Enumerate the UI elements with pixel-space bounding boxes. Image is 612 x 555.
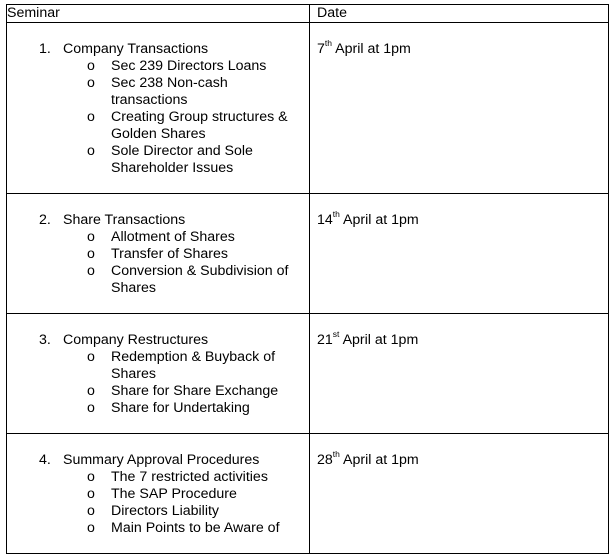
date-cell	[310, 434, 609, 554]
date-column-header: Date	[310, 5, 609, 23]
table-header-row	[7, 5, 609, 23]
bullet-icon: o	[87, 75, 95, 91]
seminar-cell	[7, 194, 310, 314]
subtopic-text: Directors Liability	[111, 503, 220, 519]
bullet-icon: o	[87, 486, 95, 502]
date-cell	[310, 194, 609, 314]
subtopic-text: Transfer of Shares	[111, 246, 228, 262]
seminar-schedule-table	[6, 4, 609, 554]
subtopic-text: Share for Undertaking	[111, 400, 250, 416]
list-item	[7, 263, 309, 297]
seminar-title-line	[7, 212, 309, 229]
seminar-date	[310, 434, 608, 469]
seminar-cell	[7, 314, 310, 434]
list-item	[7, 400, 309, 417]
seminar-title-line	[7, 41, 309, 58]
table-row	[7, 314, 609, 434]
date-day: 28	[317, 452, 333, 468]
list-item	[7, 520, 309, 537]
bullet-icon: o	[87, 229, 95, 245]
bullet-icon: o	[87, 520, 95, 536]
seminar-title: Company Transactions	[63, 41, 209, 57]
seminar-number: 2.	[39, 212, 51, 228]
list-item	[7, 58, 309, 75]
date-day: 21	[317, 332, 333, 348]
seminar-title-line	[7, 332, 309, 349]
bullet-icon: o	[87, 469, 95, 485]
date-ordinal-suffix: th	[324, 38, 332, 49]
seminar-number: 1.	[39, 41, 51, 57]
subtopic-text: Conversion & Subdivision of Shares	[111, 263, 289, 296]
date-rest: April at 1pm	[339, 212, 419, 228]
bullet-icon: o	[87, 383, 95, 399]
subtopic-text: Sec 238 Non-cash transactions	[111, 75, 228, 108]
date-rest: April at 1pm	[339, 452, 419, 468]
subtopic-text: Main Points to be Aware of	[111, 520, 280, 536]
bullet-icon: o	[87, 58, 95, 74]
list-item	[7, 246, 309, 263]
seminar-date	[310, 23, 608, 58]
subtopic-list	[7, 349, 309, 417]
table-row	[7, 194, 609, 314]
seminar-title: Company Restructures	[63, 332, 209, 348]
bullet-icon: o	[87, 349, 95, 365]
table-row	[7, 23, 609, 194]
subtopic-text: Allotment of Shares	[111, 229, 235, 245]
subtopic-text: Sole Director and Sole Shareholder Issues	[111, 143, 253, 176]
bullet-icon: o	[87, 263, 95, 279]
bullet-icon: o	[87, 400, 95, 416]
bullet-icon: o	[87, 246, 95, 262]
date-day: 14	[317, 212, 333, 228]
subtopic-list	[7, 229, 309, 297]
bullet-icon: o	[87, 143, 95, 159]
subtopic-list	[7, 469, 309, 537]
seminar-column-header: Seminar	[7, 5, 310, 23]
date-cell	[310, 314, 609, 434]
list-item	[7, 469, 309, 486]
subtopic-text: Creating Group structures & Golden Shares	[111, 109, 288, 142]
bullet-icon: o	[87, 503, 95, 519]
list-item	[7, 349, 309, 383]
list-item	[7, 109, 309, 143]
list-item	[7, 75, 309, 109]
date-rest: April at 1pm	[331, 41, 411, 57]
date-cell	[310, 23, 609, 194]
table-row	[7, 434, 609, 554]
seminar-number: 3.	[39, 332, 51, 348]
list-item	[7, 486, 309, 503]
seminar-date	[310, 194, 608, 229]
seminar-cell	[7, 434, 310, 554]
date-ordinal-suffix: th	[332, 449, 340, 460]
subtopic-text: Sec 239 Directors Loans	[111, 58, 267, 74]
date-ordinal-suffix: st	[332, 329, 340, 340]
seminar-title-line	[7, 452, 309, 469]
subtopic-text: The SAP Procedure	[111, 486, 237, 502]
list-item	[7, 503, 309, 520]
list-item	[7, 229, 309, 246]
bullet-icon: o	[87, 109, 95, 125]
seminar-title: Summary Approval Procedures	[63, 452, 260, 468]
seminar-cell	[7, 23, 310, 194]
list-item	[7, 143, 309, 177]
seminar-title: Share Transactions	[63, 212, 186, 228]
date-ordinal-suffix: th	[332, 209, 340, 220]
seminar-date	[310, 314, 608, 349]
date-day: 7	[317, 41, 325, 57]
list-item	[7, 383, 309, 400]
subtopic-text: Redemption & Buyback of Shares	[111, 349, 276, 382]
seminar-number: 4.	[39, 452, 51, 468]
subtopic-text: The 7 restricted activities	[111, 469, 268, 485]
date-rest: April at 1pm	[339, 332, 419, 348]
subtopic-text: Share for Share Exchange	[111, 383, 279, 399]
subtopic-list	[7, 58, 309, 177]
